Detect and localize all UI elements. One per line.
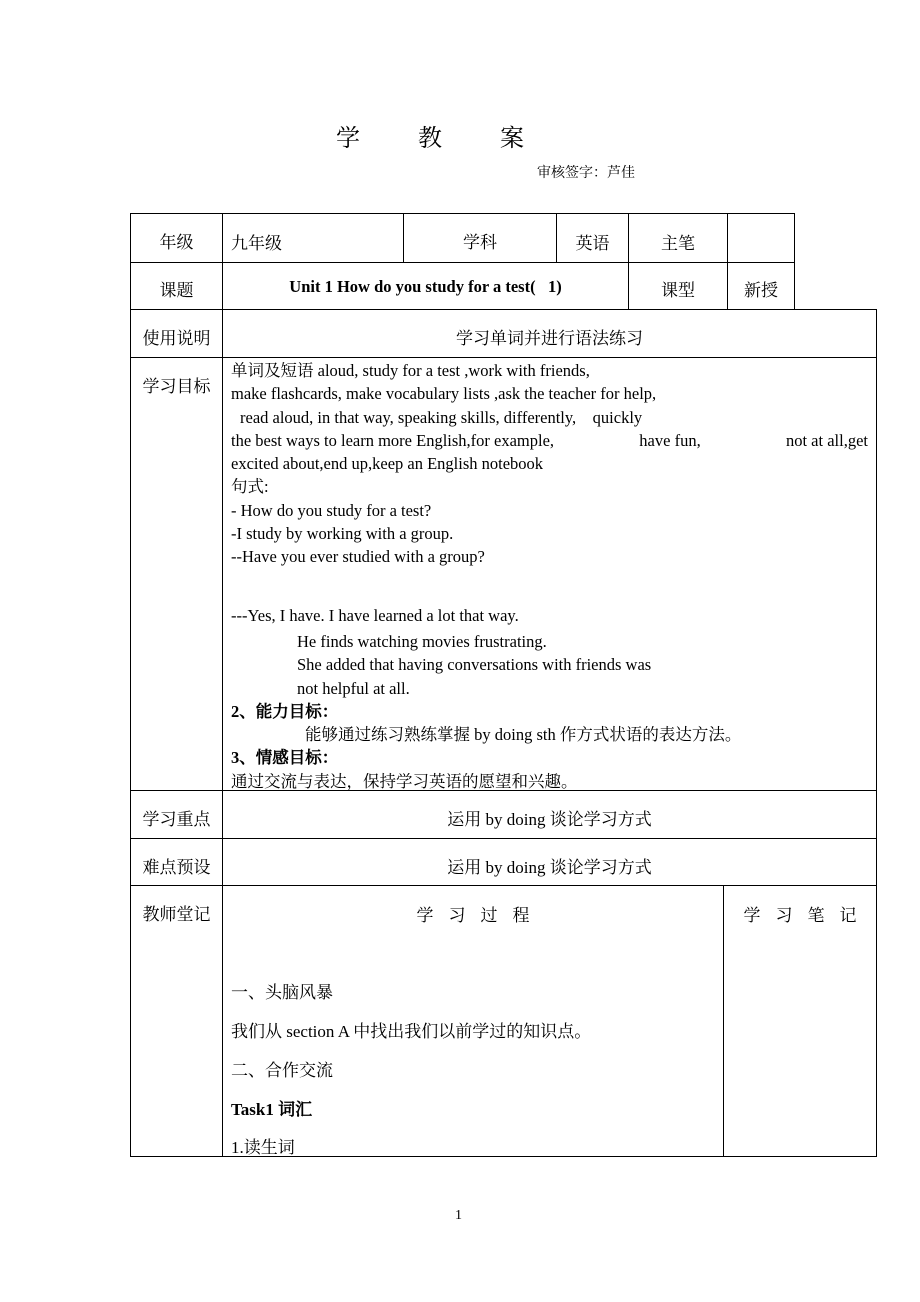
table-border	[130, 213, 794, 214]
vocab-line: 单词及短语 aloud, study for a test ,work with friends,	[231, 361, 590, 380]
emotion-goal-heading: 3、情感目标：	[231, 748, 339, 768]
objectives-label: 学习目标	[142, 377, 211, 396]
table-border	[876, 309, 877, 1157]
process-step: 我们从 section A 中找出我们以前学过的知识点。	[231, 1022, 592, 1041]
sentence-line: --Have you ever studied with a group?	[231, 547, 485, 567]
sentence-line: He finds watching movies frustrating.	[297, 631, 547, 651]
vocab-segment: the best ways to learn more English,for example,	[231, 430, 555, 450]
table-border	[130, 309, 876, 310]
vocab-line: make flashcards, make vocabulary lists ,ask the teacher for help,	[231, 384, 657, 404]
table-border	[130, 213, 131, 1157]
table-border	[130, 357, 876, 358]
grade-value: 九年级	[231, 234, 282, 253]
process-heading: 学习过程	[416, 906, 545, 925]
topic-label: 课题	[159, 281, 194, 300]
table-border	[130, 885, 876, 886]
subject-label: 学科	[463, 233, 497, 252]
sentence-line: She added that having conversations with friends was	[297, 655, 652, 675]
ability-goal-text: 能够通过练习熟练掌握 by doing sth 作方式状语的表达方法。	[305, 725, 742, 745]
difficulty-value: 运用 by doing 谈论学习方式	[447, 858, 652, 877]
table-border	[130, 262, 794, 263]
process-step: 1.读生词	[231, 1138, 295, 1157]
table-border	[794, 213, 795, 309]
editor-label: 主笔	[661, 234, 695, 253]
vocab-segment: not at all,get	[785, 430, 868, 450]
table-border	[130, 838, 876, 839]
focus-value: 运用 by doing 谈论学习方式	[447, 810, 652, 829]
subject-value: 英语	[575, 234, 610, 253]
ability-goal-heading: 2、能力目标：	[231, 701, 339, 721]
focus-label: 学习重点	[142, 810, 211, 829]
task-heading: Task1 词汇	[231, 1100, 313, 1119]
page-number: 1	[455, 1208, 462, 1223]
type-value: 新授	[744, 281, 778, 300]
vocab-segment: have fun,	[639, 430, 701, 450]
grade-label: 年级	[159, 233, 194, 252]
sentence-line: - How do you study for a test?	[231, 500, 432, 520]
vocab-line	[231, 429, 868, 452]
emotion-goal-text: 通过交流与表达，保持学习英语的愿望和兴趣。	[231, 771, 578, 791]
objectives-content	[231, 359, 868, 793]
review-signature: 审核签字：芦佳	[537, 166, 635, 181]
sentence-line: -I study by working with a group.	[231, 524, 454, 544]
vocab-line: excited about,end up,keep an English notebook	[231, 454, 544, 474]
sentence-line: ---Yes, I have. I have learned a lot that way.	[231, 605, 519, 625]
sentence-heading: 句式:	[231, 477, 269, 497]
sentence-line: not helpful at all.	[297, 678, 410, 698]
topic-value: Unit 1 How do you study for a test( 1)	[289, 277, 562, 296]
process-label: 教师堂记	[142, 905, 211, 924]
document-title: 学 教 案	[336, 126, 550, 152]
difficulty-label: 难点预设	[142, 858, 211, 877]
vocab-line: read aloud, in that way, speaking skills, differently, quickly	[240, 407, 643, 427]
usage-label: 使用说明	[142, 329, 211, 348]
process-step: 二、合作交流	[231, 1061, 333, 1080]
usage-value: 学习单词并进行语法练习	[456, 329, 643, 348]
table-border	[222, 213, 223, 1157]
notes-heading: 学习笔记	[743, 906, 872, 925]
process-step: 一、头脑风暴	[231, 983, 333, 1002]
type-label: 课型	[661, 281, 695, 300]
